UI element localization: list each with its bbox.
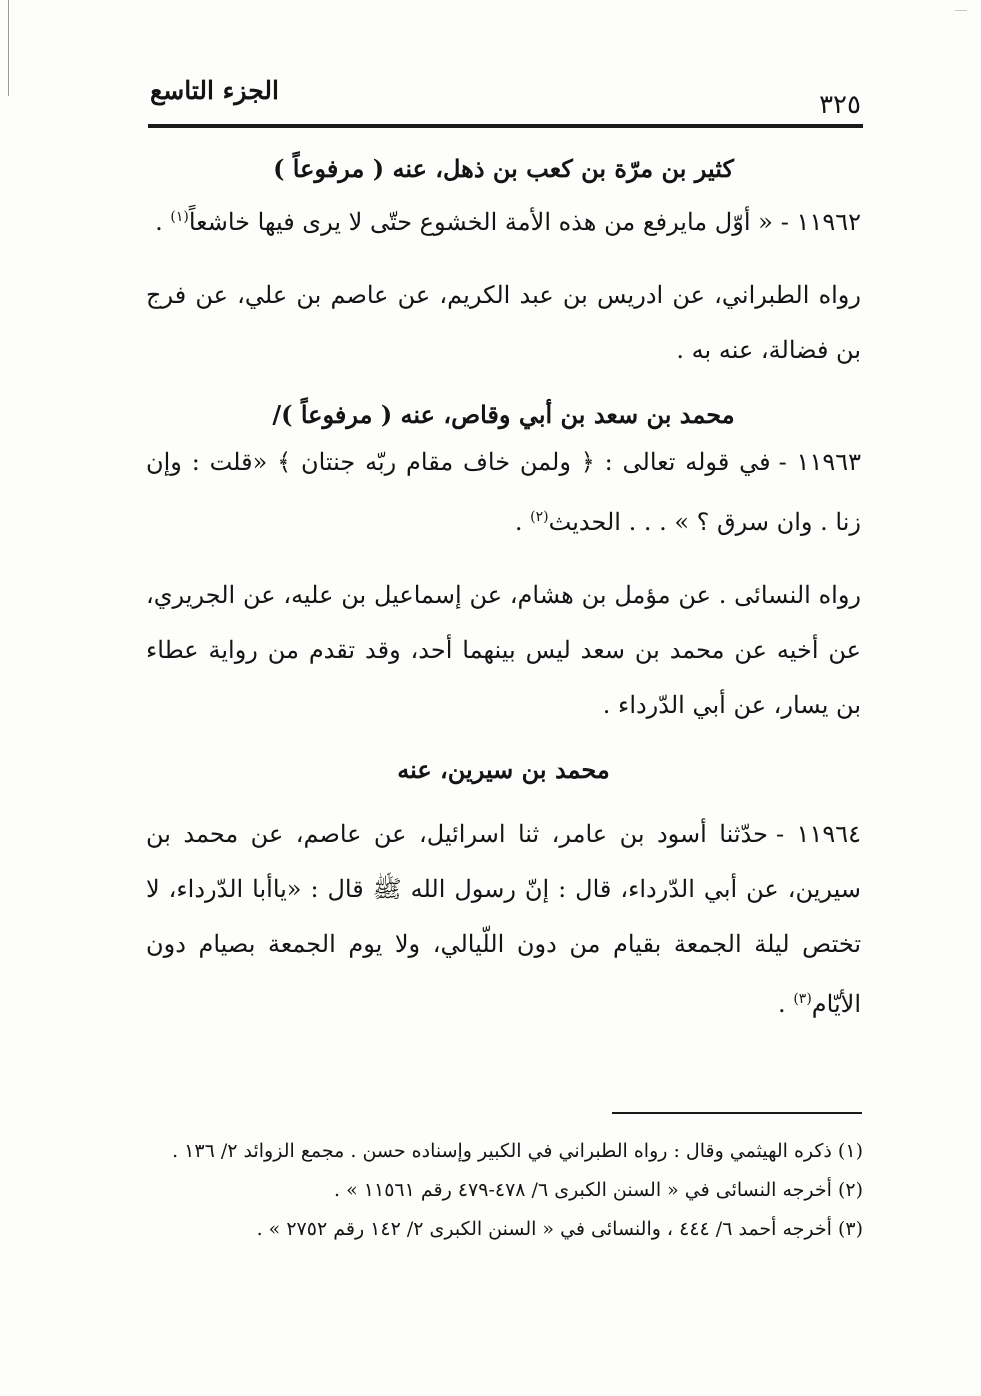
- hadith-text: حدّثنا أسود بن عامر، ثنا اسرائيل، عن عاصم، عن محمد بن سيرين، عن أبي الدّرداء، قال : إنّ رسول الله ﷺ قال : «ياأبا الدّرداء، لا تختص ليلة الجمعة بقيام من دون اللّيالي، ولا يوم الجمعة بصيام دون الأيّام: [146, 820, 861, 1019]
- footnotes: [146, 1132, 863, 1249]
- hadith-paragraph: [146, 190, 861, 250]
- hadith-number: ١١٩٦٤ -: [775, 820, 861, 849]
- header-rule: [148, 124, 863, 128]
- footnote-item: (٣) أخرجه أحمد ٦/ ٤٤٤ ، والنسائى في « السنن الكبرى ٢/ ١٤٢ رقم ٢٧٥٢ » .: [256, 1218, 863, 1240]
- spacer: [146, 789, 861, 807]
- footnote-item: (١) ذكره الهيثمي وقال : رواه الطبراني في الكبير وإسناده حسن . مجمع الزوائد ٢/ ١٣٦ .: [172, 1140, 863, 1162]
- hadith-end: .: [155, 208, 171, 237]
- source-paragraph: رواه النسائى . عن مؤمل بن هشام، عن إسماعيل بن عليه، عن الجريري، عن أخيه عن محمد بن سعد ليس بينهما أحد، وقد تقدم من رواية عطاء بن يسار، عن أبي الدّرداء .: [146, 580, 861, 719]
- hadith-paragraph: [146, 435, 861, 550]
- scan-edge-line: [8, 0, 9, 96]
- scan-speck: [955, 10, 967, 11]
- spacer: [146, 378, 861, 396]
- footnote-rule: [612, 1112, 862, 1114]
- hadith-text: « أوّل مايرفع من هذه الأمة الخشوع حتّى لا يرى فيها خاشعاً: [188, 208, 773, 237]
- section-heading: محمد بن سعد بن أبي وقاص، عنه ( مرفوعاً )/: [272, 400, 735, 430]
- hadith-end: .: [514, 507, 531, 536]
- running-title: الجزء التاسع: [150, 76, 279, 105]
- footnote-item: (٢) أخرجه النسائى في « السنن الكبرى ٦/ ٤٧٨-٤٧٩ رقم ١١٥٦١ » .: [334, 1179, 863, 1201]
- section-heading: محمد بن سيرين، عنه: [397, 754, 610, 784]
- main-text: [146, 150, 861, 1032]
- spacer: [146, 550, 861, 568]
- footnote-ref[interactable]: (١): [170, 209, 189, 226]
- page-number: ٣٢٥: [819, 90, 861, 120]
- source-paragraph: رواه الطبراني، عن ادريس بن عبد الكريم، عن عاصم بن علي، عن فرج بن فضالة، عنه به .: [146, 281, 861, 365]
- page-header: [150, 68, 861, 130]
- hadith-text: في قوله تعالى : ﴿ ولمن خاف مقام ربّه جنتان ﴾ «قلت : وإن زنا . وان سرق ؟ » . . . الحديث: [146, 447, 861, 536]
- hadith-paragraph: [146, 807, 861, 1032]
- spacer: [146, 733, 861, 751]
- spacer: [146, 250, 861, 268]
- hadith-number: ١١٩٦٢ -: [780, 208, 861, 237]
- footnote-ref[interactable]: (٣): [793, 991, 812, 1008]
- hadith-number: ١١٩٦٣ -: [778, 447, 861, 476]
- footnote-ref[interactable]: (٢): [530, 508, 549, 525]
- section-heading: كثير بن مرّة بن كعب بن ذهل، عنه ( مرفوعاً ): [273, 154, 734, 183]
- hadith-end: .: [778, 990, 794, 1019]
